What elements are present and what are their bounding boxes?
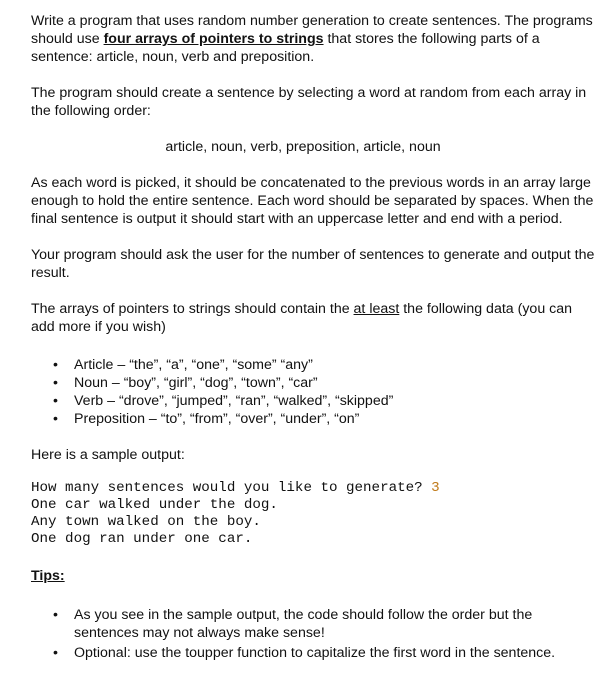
list-item (31, 606, 595, 642)
tips-heading: Tips: (31, 568, 65, 584)
sample-line: Any town walked on the boy. (31, 514, 261, 530)
bullet-icon: • (53, 375, 58, 391)
bullet-icon: • (53, 357, 58, 373)
intro-paragraph (31, 12, 595, 66)
sample-user-input: 3 (431, 480, 440, 496)
ask-paragraph: Your program should ask the user for the number of sentences to generate and output the result. (31, 247, 595, 281)
bullet-icon: • (53, 411, 58, 427)
intro-bold-phrase: four arrays of pointers to strings (103, 31, 324, 47)
intro-text-start: Write a program that uses random number generation to create sentences. The programs should use (31, 13, 593, 47)
order-line: article, noun, verb, preposition, article, noun (165, 139, 441, 155)
intro-text-end: that stores the following parts of a sentence: article, noun, verb and preposition. (31, 31, 540, 65)
list-item (31, 356, 595, 374)
bullet-icon: • (53, 393, 58, 409)
word-list-verb: Verb – “drove”, “jumped”, “ran”, “walked”, “skipped” (74, 393, 394, 409)
word-list-noun: Noun – “boy”, “girl”, “dog”, “town”, “car” (74, 375, 318, 391)
tip-text: As you see in the sample output, the code should follow the order but the sentences may not always make sense! (74, 607, 533, 641)
sample-line: One car walked under the dog. (31, 497, 278, 513)
sample-prompt: How many sentences would you like to generate? (31, 480, 432, 496)
tip-text: Optional: use the toupper function to capitalize the first word in the sentence. (74, 645, 556, 661)
word-list-article: Article – “the”, “a”, “one”, “some” “any” (74, 357, 313, 373)
list-item (31, 392, 595, 410)
word-list (31, 356, 595, 428)
arrays-text-start: The arrays of pointers to strings should contain the (31, 301, 354, 317)
arrays-text-end: the following data (you can add more if you wish) (31, 301, 573, 335)
order-intro-paragraph: The program should create a sentence by selecting a word at random from each array in the following order: (31, 85, 587, 119)
sample-line: One dog ran under one car. (31, 531, 253, 547)
arrays-underlined: at least (353, 301, 400, 317)
list-item (31, 644, 595, 662)
bullet-icon: • (53, 645, 58, 661)
sample-output-block (31, 480, 595, 548)
sample-heading: Here is a sample output: (31, 447, 185, 463)
word-list-preposition: Preposition – “to”, “from”, “over”, “under”, “on” (74, 411, 360, 427)
arrays-paragraph (31, 300, 595, 336)
tips-list (31, 606, 595, 662)
list-item (31, 410, 595, 428)
concat-paragraph: As each word is picked, it should be concatenated to the previous words in an array large enough to hold the entire sentence. Each word should be separated by spaces. When the final sentence is output it should start with an uppercase letter and end with a period. (31, 175, 594, 227)
list-item (31, 374, 595, 392)
bullet-icon: • (53, 607, 58, 623)
